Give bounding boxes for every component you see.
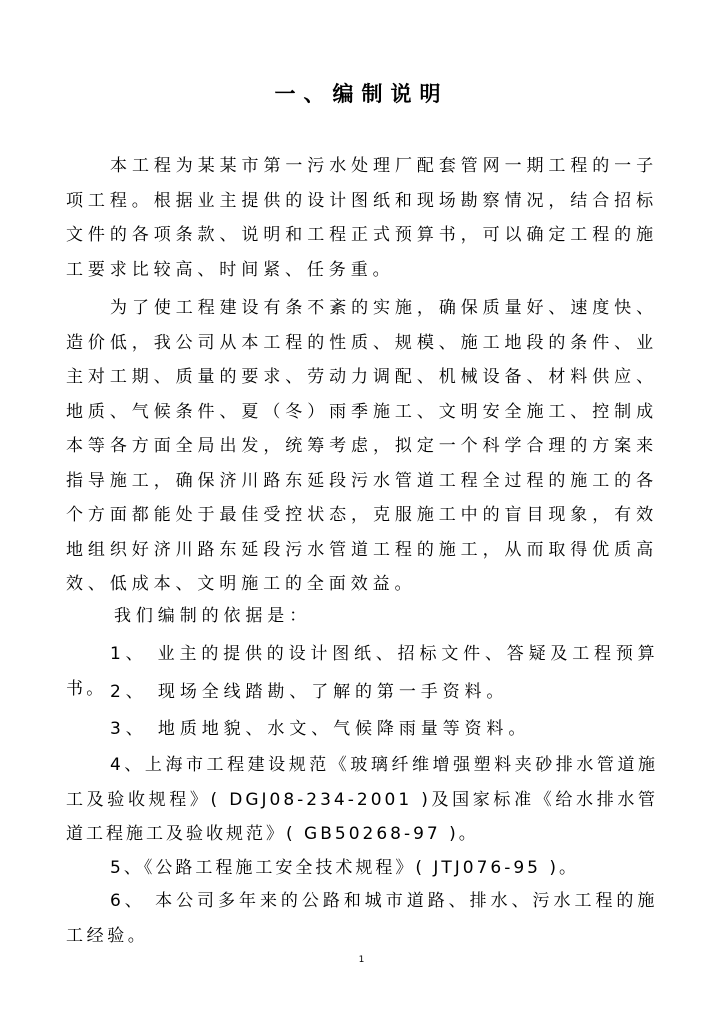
page-number: 1 (358, 955, 365, 965)
paragraph-purpose (66, 291, 658, 602)
paragraph-intro (66, 149, 658, 287)
basis-item-2: 2、 现场全线踏勘、了解的第一手资料。 (110, 682, 509, 702)
paragraph-purpose-text: 为了使工程建设有条不紊的实施，确保质量好、速度快、造价低，我公司从本工程的性质、规模、施工地段的条件、业主对工期、质量的要求、劳动力调配、机械设备、材料供应、地质、气候条件、夏（冬）雨季施工、文明安全施工、控制成本等各方面全局出发，统筹考虑，拟定一个科学合理的方案来指导施工，确保济川路东延段污水管道工程全过程的施工的各个方面都能处于最佳受控状态，克服施工中的盲目现象，有效地组织好济川路东延段污水管道工程的施工，从而取得优质高效、低成本、文明施工的全面效益。 (66, 298, 658, 594)
basis-item-4: 4、上海市工程建设规范《玻璃纤维增强塑料夹砂排水管道施工及验收规程》( DGJ08-234-2001 )及国家标准《给水排水管道工程施工及验收规范》( GB50268-97 )。 (66, 755, 658, 844)
paragraph-basis-heading (66, 599, 658, 634)
paragraph-intro-text: 本工程为某某市第一污水处理厂配套管网一期工程的一子项工程。根据业主提供的设计图纸和现场勘察情况，结合招标文件的各项条款、说明和工程正式预算书，可以确定工程的施工要求比较高、时间紧、任务重。 (66, 156, 658, 280)
basis-item-1: 1、 业主的提供的设计图纸、招标文件、答疑及工程预算书。 (66, 644, 658, 699)
basis-item-5: 5、《公路工程施工安全技术规程》( JTJ076-95 )。 (110, 858, 580, 878)
basis-item-6: 6、 本公司多年来的公路和城市道路、排水、污水工程的施工经验。 (66, 891, 658, 946)
basis-item-3: 3、 地质地貌、水文、气候降雨量等资料。 (110, 719, 531, 739)
page-title: 一、编制说明 (274, 82, 449, 106)
paragraph-basis-heading-text: 我们编制的依据是： (114, 606, 312, 626)
